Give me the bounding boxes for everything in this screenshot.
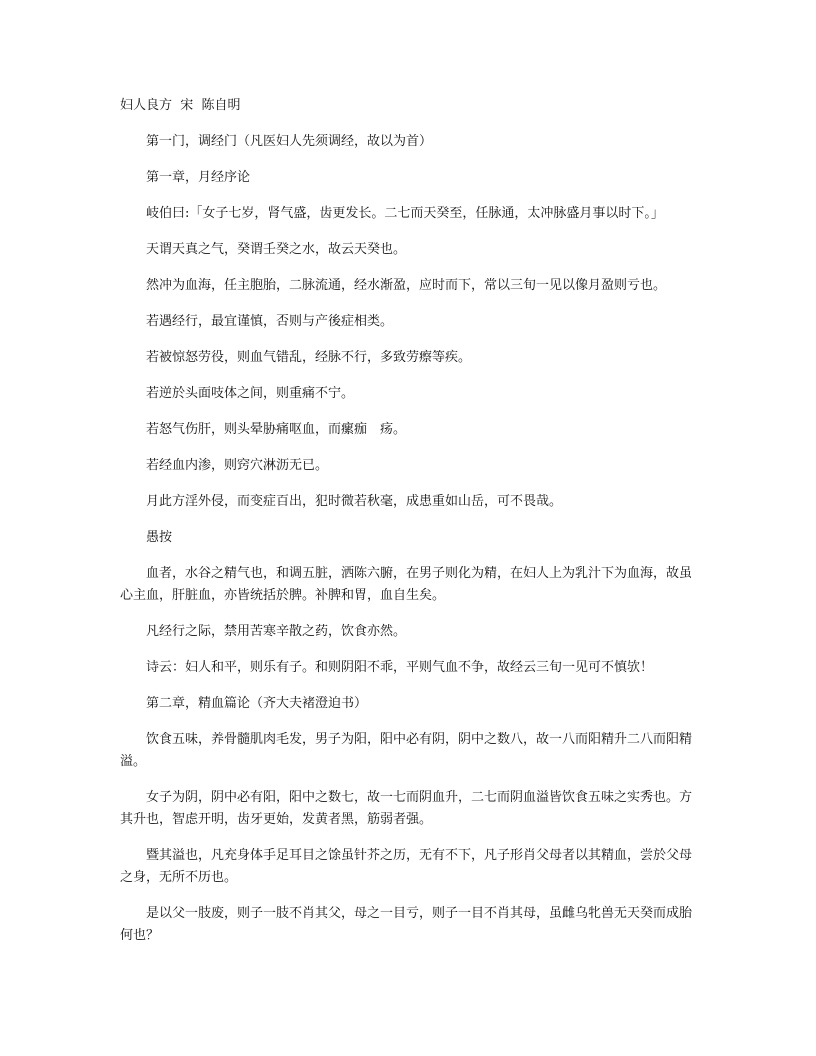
paragraph: 若逆於头面吱体之间，则重痛不宁。 (146, 386, 355, 401)
paragraph: 月此方淫外侵，而变症百出，犯时微若秋毫，成患重如山岳，可不畏哉。 (146, 494, 563, 509)
paragraph: 岐伯曰:「女子七岁，肾气盛，齿更发长。二七而天癸至，任脉通，太冲脉盛月事以时下。」 (146, 206, 664, 221)
paragraph: 愚按 (146, 530, 173, 545)
paragraph: 然冲为血海，任主胞胎，二脉流通，经水渐盈，应时而下，常以三旬一见以像月盈则亏也。 (146, 278, 667, 293)
paragraph: 第二章，精血篇论（齐大夫褚澄迫书） (146, 696, 368, 711)
paragraph: 若经血内渗，则窍穴淋沥无已。 (146, 458, 329, 473)
paragraph: 血者，水谷之精气也，和调五脏，洒陈六腑，在男子则化为精，在妇人上为乳汁下为血海，故虽心主血，肝脏血，亦皆统括於脾。补脾和胃，血自生矣。 (120, 566, 693, 603)
paragraph: 若怒气伤肝，则头晕胁痛呕血，而瘰痂 疡。 (146, 422, 407, 437)
paragraph: 凡经行之际，禁用苦寒辛散之药，饮食亦然。 (146, 624, 407, 639)
document-body (120, 95, 700, 961)
paragraph: 第一门，调经门（凡医妇人先须调经，故以为首） (146, 134, 433, 149)
paragraph: 若遇经行，最宜谨慎，否则与产後症相类。 (146, 314, 394, 329)
paragraph: 天谓天真之气，癸谓壬癸之水，故云天癸也。 (146, 242, 407, 257)
paragraph: 饮食五味，养骨髓肌肉毛发，男子为阳，阳中必有阴，阴中之数八，故一八而阳精升二八而阳精溢。 (120, 732, 693, 769)
paragraph: 诗云：妇人和平，则乐有子。和则阴阳不乖，平则气血不争，故经云三旬一见可不慎欤！ (146, 660, 654, 675)
paragraph: 女子为阴，阴中必有阳，阳中之数七，故一七而阴血升，二七而阴血溢皆饮食五味之实秀也。方其升也，智虑开明，齿牙更始，发黄者黑，筋弱者强。 (120, 790, 693, 827)
paragraph: 暨其溢也，凡充身体手足耳目之馀虽针芥之历，无有不下，凡子形肖父母者以其精血，尝於父母之身，无所不历也。 (120, 848, 693, 885)
paragraph: 是以父一肢废，则子一肢不肖其父，母之一目亏，则子一目不肖其母，虽雌乌牝兽无天癸而成胎何也？ (120, 906, 693, 943)
paragraph: 若被惊怒劳役，则血气错乱，经脉不行，多致劳瘵等疾。 (146, 350, 472, 365)
paragraph: 第一章，月经序论 (146, 170, 251, 185)
document-title: 妇人良方 宋 陈自明 (120, 98, 241, 113)
